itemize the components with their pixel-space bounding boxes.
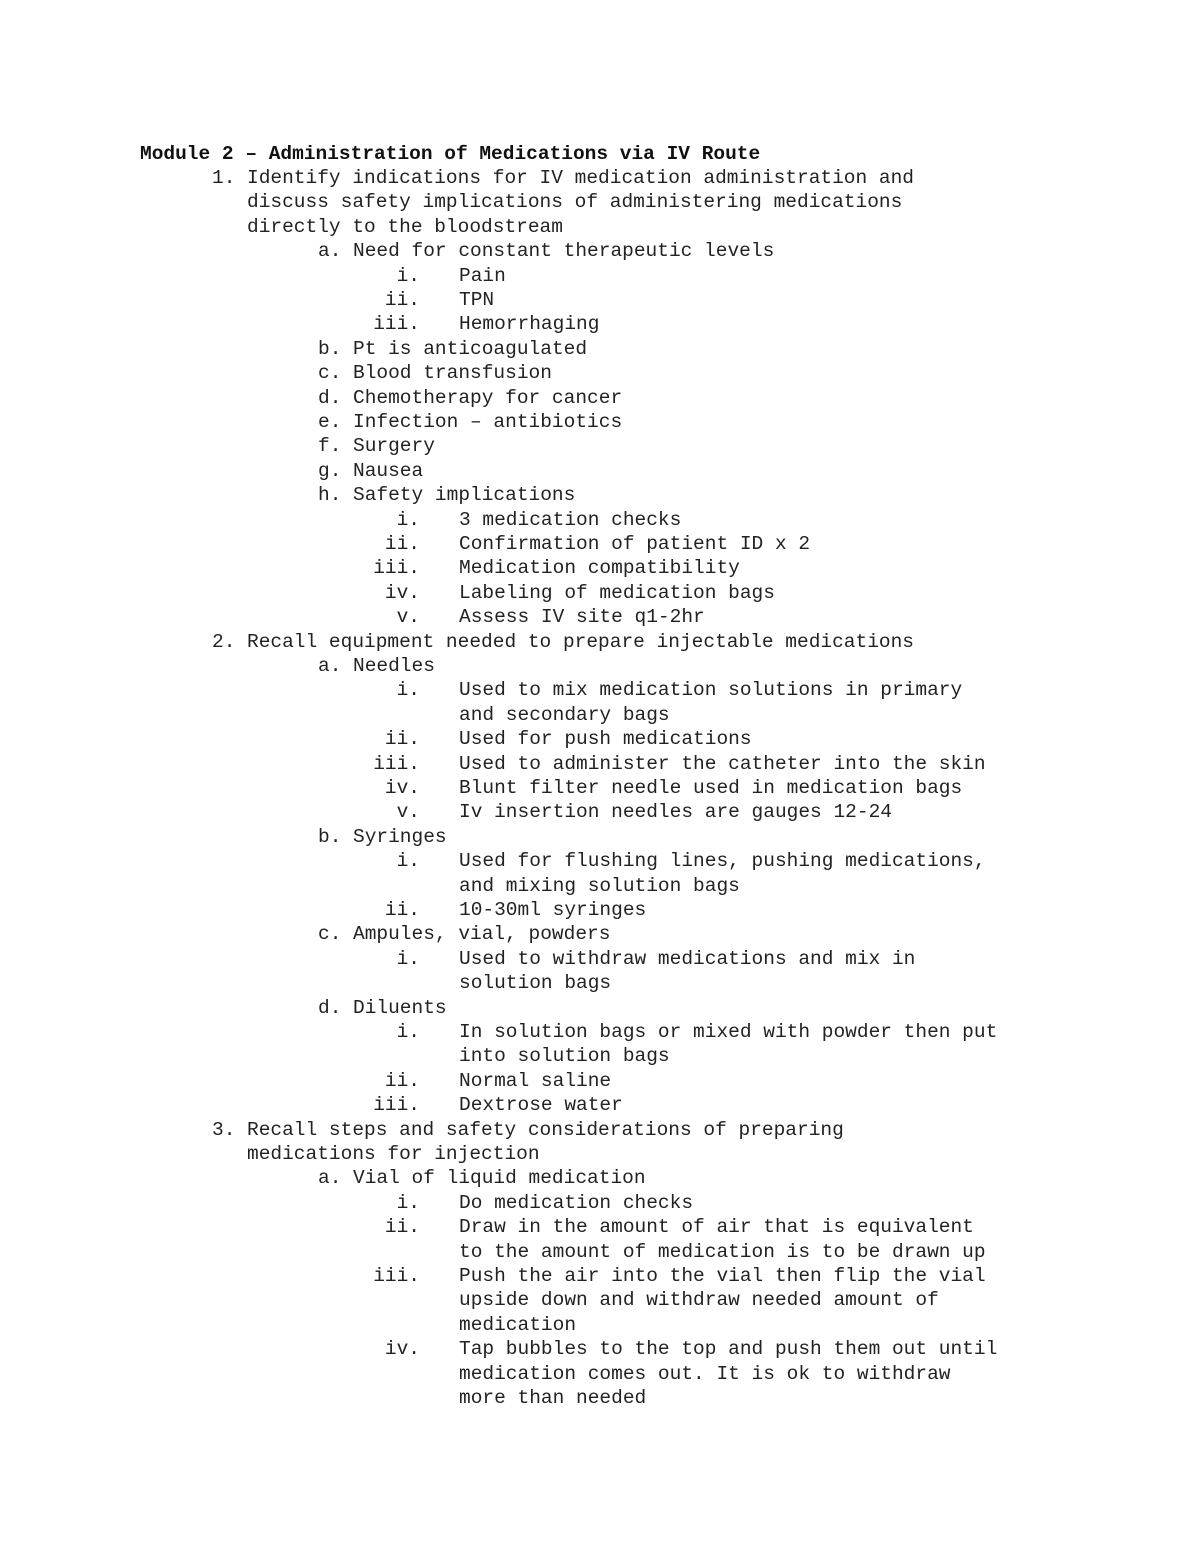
outline-detail-text: Used to withdraw medications and mix in bbox=[459, 947, 916, 970]
outline-detail-text: Used for flushing lines, pushing medications, bbox=[459, 850, 986, 873]
outline-letter: d. bbox=[318, 996, 342, 1019]
outline-letter: h. bbox=[318, 484, 342, 507]
outline-roman: v. bbox=[396, 801, 420, 824]
outline-roman: ii. bbox=[384, 289, 420, 311]
outline-item-text: directly to the bloodstream bbox=[247, 215, 563, 238]
outline-roman: iii. bbox=[373, 1265, 420, 1287]
outline-roman: ii. bbox=[384, 1069, 420, 1092]
outline-detail-text: more than needed bbox=[459, 1387, 647, 1409]
outline-letter: a. bbox=[318, 1167, 342, 1190]
outline-letter: b. bbox=[318, 337, 342, 360]
document-title: Module 2 – Administration of Medications via IV Route bbox=[140, 143, 761, 165]
outline-letter: c. bbox=[318, 362, 342, 385]
outline-detail-text: upside down and withdraw needed amount of bbox=[459, 1289, 939, 1312]
outline-detail-text: into solution bags bbox=[459, 1045, 670, 1068]
outline-subitem-text: Infection – antibiotics bbox=[353, 411, 623, 433]
outline-roman: iii. bbox=[373, 557, 420, 580]
outline-detail-text: Used to administer the catheter into the skin bbox=[459, 752, 986, 775]
outline-detail-text: Dextrose water bbox=[459, 1094, 623, 1117]
outline-detail-text: Blunt filter needle used in medication bags bbox=[459, 777, 963, 799]
outline-roman: iv. bbox=[384, 581, 420, 604]
outline-subitem-text: Ampules, vial, powders bbox=[353, 923, 611, 946]
outline-detail-text: 3 medication checks bbox=[459, 508, 682, 531]
outline-number: 1. bbox=[212, 167, 236, 189]
outline-roman: iv. bbox=[384, 1338, 420, 1361]
outline-item-text: Identify indications for IV medication administration and bbox=[247, 167, 915, 189]
outline-detail-text: Labeling of medication bags bbox=[459, 581, 775, 604]
outline-subitem-text: Surgery bbox=[353, 435, 435, 458]
outline-detail-text: 10-30ml syringes bbox=[459, 899, 647, 921]
outline-roman: ii. bbox=[384, 533, 420, 555]
outline-subitem-text: Chemotherapy for cancer bbox=[353, 386, 623, 409]
outline-detail-text: Pain bbox=[459, 264, 506, 287]
outline-number: 2. bbox=[212, 630, 236, 653]
outline-subitem-text: Need for constant therapeutic levels bbox=[353, 240, 775, 263]
outline-detail-text: Confirmation of patient ID x 2 bbox=[459, 533, 811, 555]
outline-detail-text: medication comes out. It is ok to withdraw bbox=[459, 1362, 951, 1385]
outline-subitem-text: Syringes bbox=[353, 825, 447, 848]
outline-detail-text: solution bags bbox=[459, 972, 612, 995]
outline-roman: v. bbox=[396, 606, 420, 629]
outline-roman: i. bbox=[396, 264, 420, 287]
outline-subitem-text: Nausea bbox=[353, 459, 424, 482]
outline-detail-text: Used for push medications bbox=[459, 728, 752, 751]
outline-roman: i. bbox=[396, 508, 420, 531]
outline-detail-text: medication bbox=[459, 1313, 577, 1336]
outline-letter: a. bbox=[318, 655, 342, 677]
outline-subitem-text: Vial of liquid medication bbox=[353, 1167, 646, 1190]
outline-roman: i. bbox=[396, 850, 420, 873]
outline-detail-text: and secondary bags bbox=[459, 703, 670, 726]
outline-roman: i. bbox=[396, 1021, 420, 1043]
outline-subitem-text: Safety implications bbox=[353, 484, 576, 507]
outline-subitem-text: Blood transfusion bbox=[353, 362, 552, 385]
outline-detail-text: In solution bags or mixed with powder then put bbox=[459, 1021, 998, 1043]
outline-roman: iii. bbox=[373, 752, 420, 775]
outline-roman: ii. bbox=[384, 1216, 420, 1239]
outline-roman: i. bbox=[396, 947, 420, 970]
outline-subitem-text: Pt is anticoagulated bbox=[353, 337, 588, 360]
outline-roman: iii. bbox=[373, 313, 420, 336]
outline-subitem-text: Needles bbox=[353, 655, 435, 677]
outline-detail-text: Medication compatibility bbox=[459, 557, 740, 580]
outline-number: 3. bbox=[212, 1118, 236, 1141]
outline-item-text: Recall steps and safety considerations of preparing bbox=[247, 1118, 844, 1141]
outline-roman: ii. bbox=[384, 899, 420, 921]
outline-detail-text: Tap bubbles to the top and push them out until bbox=[459, 1338, 998, 1361]
outline-detail-text: Used to mix medication solutions in primary bbox=[459, 679, 963, 702]
outline-letter: e. bbox=[318, 411, 342, 433]
outline-roman: i. bbox=[396, 1191, 420, 1214]
outline-letter: c. bbox=[318, 923, 342, 946]
outline-item-text: Recall equipment needed to prepare injectable medications bbox=[247, 630, 915, 653]
outline-detail-text: TPN bbox=[459, 289, 495, 311]
outline-item-text: discuss safety implications of administering medications bbox=[247, 191, 903, 214]
outline-detail-text: to the amount of medication is to be drawn up bbox=[459, 1240, 986, 1263]
outline-detail-text: Hemorrhaging bbox=[459, 313, 600, 336]
outline-letter: f. bbox=[318, 435, 342, 458]
outline-letter: d. bbox=[318, 386, 342, 409]
outline-roman: iii. bbox=[373, 1094, 420, 1117]
outline-detail-text: Push the air into the vial then flip the vial bbox=[459, 1265, 986, 1287]
outline-roman: i. bbox=[396, 679, 420, 702]
outline-letter: a. bbox=[318, 240, 342, 263]
outline-letter: b. bbox=[318, 825, 342, 848]
outline-detail-text: Normal saline bbox=[459, 1069, 612, 1092]
outline-item-text: medications for injection bbox=[247, 1143, 540, 1165]
outline-detail-text: Assess IV site q1-2hr bbox=[459, 606, 705, 629]
outline-detail-text: Do medication checks bbox=[459, 1191, 694, 1214]
outline-subitem-text: Diluents bbox=[353, 996, 447, 1019]
outline-roman: ii. bbox=[384, 728, 420, 751]
outline-detail-text: and mixing solution bags bbox=[459, 874, 740, 897]
outline-detail-text: Iv insertion needles are gauges 12-24 bbox=[459, 801, 892, 824]
outline-roman: iv. bbox=[384, 777, 420, 799]
outline-letter: g. bbox=[318, 459, 342, 482]
outline-detail-text: Draw in the amount of air that is equivalent bbox=[459, 1216, 974, 1239]
